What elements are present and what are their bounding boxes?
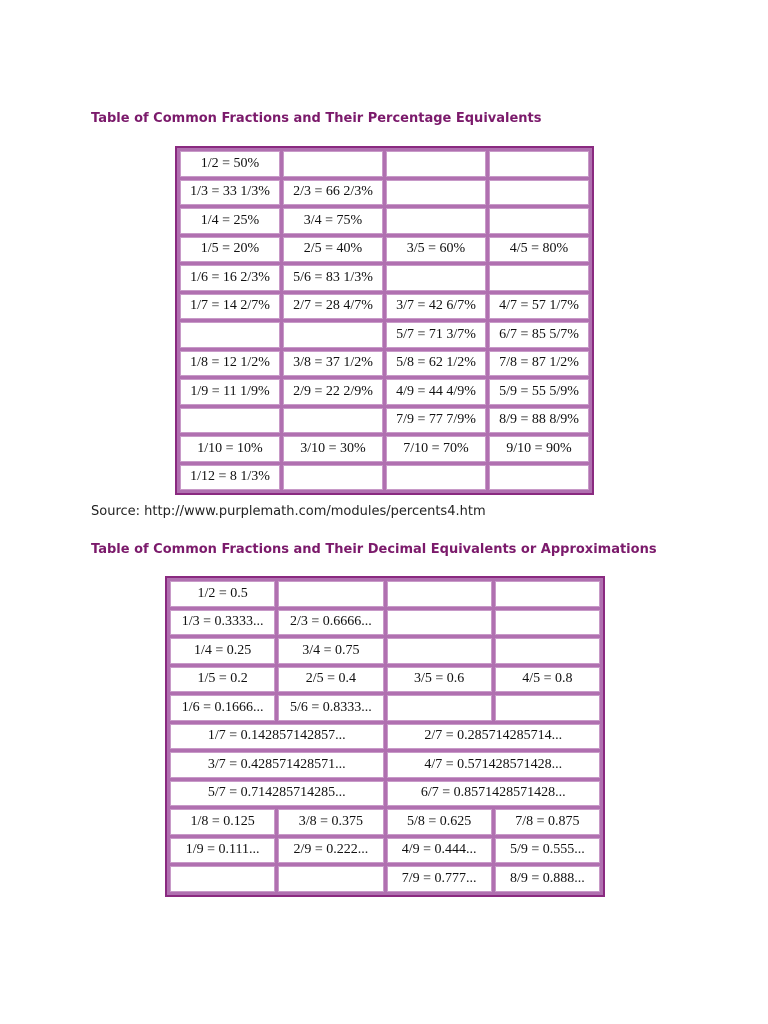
table-cell: 1/5 = 20% <box>180 237 280 263</box>
table-cell: 5/9 = 0.555... <box>495 838 600 864</box>
table-cell <box>170 866 275 892</box>
table-cell <box>283 408 383 434</box>
table-row <box>170 667 600 693</box>
table-row <box>180 408 589 434</box>
table-cell <box>387 695 492 721</box>
table-cell: 5/8 = 0.625 <box>387 809 492 835</box>
table-cell: 1/2 = 50% <box>180 151 280 177</box>
table-row <box>170 610 600 636</box>
table-cell: 4/5 = 0.8 <box>495 667 600 693</box>
table-cell <box>283 322 383 348</box>
table-row <box>180 351 589 377</box>
table-row <box>180 379 589 405</box>
table-cell: 6/7 = 0.8571428571428... <box>387 781 601 807</box>
table-cell: 3/7 = 0.428571428571... <box>170 752 384 778</box>
table-cell: 1/9 = 11 1/9% <box>180 379 280 405</box>
table-cell <box>489 180 589 206</box>
table-cell <box>386 180 486 206</box>
table-cell: 1/10 = 10% <box>180 436 280 462</box>
table-cell <box>489 151 589 177</box>
table-cell <box>386 265 486 291</box>
table-row <box>170 809 600 835</box>
table-row <box>170 638 600 664</box>
table-cell: 2/5 = 40% <box>283 237 383 263</box>
table-cell <box>387 610 492 636</box>
table-cell: 1/7 = 14 2/7% <box>180 294 280 320</box>
table-cell: 2/9 = 22 2/9% <box>283 379 383 405</box>
table-cell: 1/4 = 0.25 <box>170 638 275 664</box>
table-cell: 3/5 = 60% <box>386 237 486 263</box>
decimal-table-title: Table of Common Fractions and Their Decimal Equivalents or Approximations <box>91 542 657 557</box>
table-cell <box>495 695 600 721</box>
table-cell: 7/10 = 70% <box>386 436 486 462</box>
table-cell: 5/6 = 0.8333... <box>278 695 383 721</box>
table-cell: 2/7 = 28 4/7% <box>283 294 383 320</box>
table-row <box>170 866 600 892</box>
table-cell <box>495 610 600 636</box>
table-row <box>180 265 589 291</box>
table-row <box>180 151 589 177</box>
table-row <box>170 752 600 778</box>
table-cell <box>278 581 383 607</box>
table-cell: 7/9 = 77 7/9% <box>386 408 486 434</box>
table-row <box>180 294 589 320</box>
table-row <box>170 781 600 807</box>
table-row <box>170 724 600 750</box>
table-cell: 2/3 = 66 2/3% <box>283 180 383 206</box>
table-row <box>180 465 589 491</box>
table-cell: 3/7 = 42 6/7% <box>386 294 486 320</box>
table-cell: 8/9 = 88 8/9% <box>489 408 589 434</box>
table-cell: 3/10 = 30% <box>283 436 383 462</box>
table-cell: 5/8 = 62 1/2% <box>386 351 486 377</box>
table-cell: 5/7 = 0.714285714285... <box>170 781 384 807</box>
table-cell <box>489 265 589 291</box>
table-cell <box>180 322 280 348</box>
table-cell: 7/8 = 0.875 <box>495 809 600 835</box>
table-cell: 5/6 = 83 1/3% <box>283 265 383 291</box>
table-row <box>180 180 589 206</box>
table-cell <box>489 208 589 234</box>
table-cell: 2/7 = 0.285714285714... <box>387 724 601 750</box>
table-cell: 4/7 = 0.571428571428... <box>387 752 601 778</box>
table-cell: 1/6 = 16 2/3% <box>180 265 280 291</box>
table-cell: 1/4 = 25% <box>180 208 280 234</box>
table-cell <box>489 465 589 491</box>
table-row <box>180 436 589 462</box>
table-cell: 2/5 = 0.4 <box>278 667 383 693</box>
table-cell: 4/9 = 44 4/9% <box>386 379 486 405</box>
table-cell: 3/4 = 75% <box>283 208 383 234</box>
table-cell <box>180 408 280 434</box>
table-cell: 1/8 = 0.125 <box>170 809 275 835</box>
table-cell: 1/7 = 0.142857142857... <box>170 724 384 750</box>
percent-table-title: Table of Common Fractions and Their Percentage Equivalents <box>91 111 542 126</box>
table-cell: 4/5 = 80% <box>489 237 589 263</box>
table-cell: 8/9 = 0.888... <box>495 866 600 892</box>
table-cell: 5/9 = 55 5/9% <box>489 379 589 405</box>
table-cell: 7/9 = 0.777... <box>387 866 492 892</box>
table-cell <box>495 581 600 607</box>
table-cell: 1/6 = 0.1666... <box>170 695 275 721</box>
table-cell: 2/9 = 0.222... <box>278 838 383 864</box>
table-cell <box>283 465 383 491</box>
decimal-table <box>165 576 605 897</box>
table-row <box>170 695 600 721</box>
table-cell: 3/4 = 0.75 <box>278 638 383 664</box>
table-cell: 1/2 = 0.5 <box>170 581 275 607</box>
table-cell: 5/7 = 71 3/7% <box>386 322 486 348</box>
table-cell: 1/8 = 12 1/2% <box>180 351 280 377</box>
table-cell <box>386 465 486 491</box>
table-cell: 4/9 = 0.444... <box>387 838 492 864</box>
table-cell <box>278 866 383 892</box>
table-row <box>180 322 589 348</box>
table-row <box>180 208 589 234</box>
table-row <box>170 581 600 607</box>
table-cell: 9/10 = 90% <box>489 436 589 462</box>
table-cell: 6/7 = 85 5/7% <box>489 322 589 348</box>
table-cell: 3/5 = 0.6 <box>387 667 492 693</box>
table-cell: 1/3 = 0.3333... <box>170 610 275 636</box>
table-cell: 1/5 = 0.2 <box>170 667 275 693</box>
source-citation: Source: http://www.purplemath.com/modules/percents4.htm <box>91 504 486 519</box>
table-cell <box>387 638 492 664</box>
table-cell: 4/7 = 57 1/7% <box>489 294 589 320</box>
table-cell: 3/8 = 0.375 <box>278 809 383 835</box>
table-cell: 7/8 = 87 1/2% <box>489 351 589 377</box>
table-cell: 2/3 = 0.6666... <box>278 610 383 636</box>
table-cell <box>386 208 486 234</box>
table-cell: 1/9 = 0.111... <box>170 838 275 864</box>
table-cell <box>283 151 383 177</box>
table-cell: 1/3 = 33 1/3% <box>180 180 280 206</box>
percent-table <box>175 146 594 495</box>
table-row <box>180 237 589 263</box>
table-cell: 1/12 = 8 1/3% <box>180 465 280 491</box>
table-cell <box>387 581 492 607</box>
table-cell <box>495 638 600 664</box>
table-cell: 3/8 = 37 1/2% <box>283 351 383 377</box>
table-row <box>170 838 600 864</box>
table-cell <box>386 151 486 177</box>
